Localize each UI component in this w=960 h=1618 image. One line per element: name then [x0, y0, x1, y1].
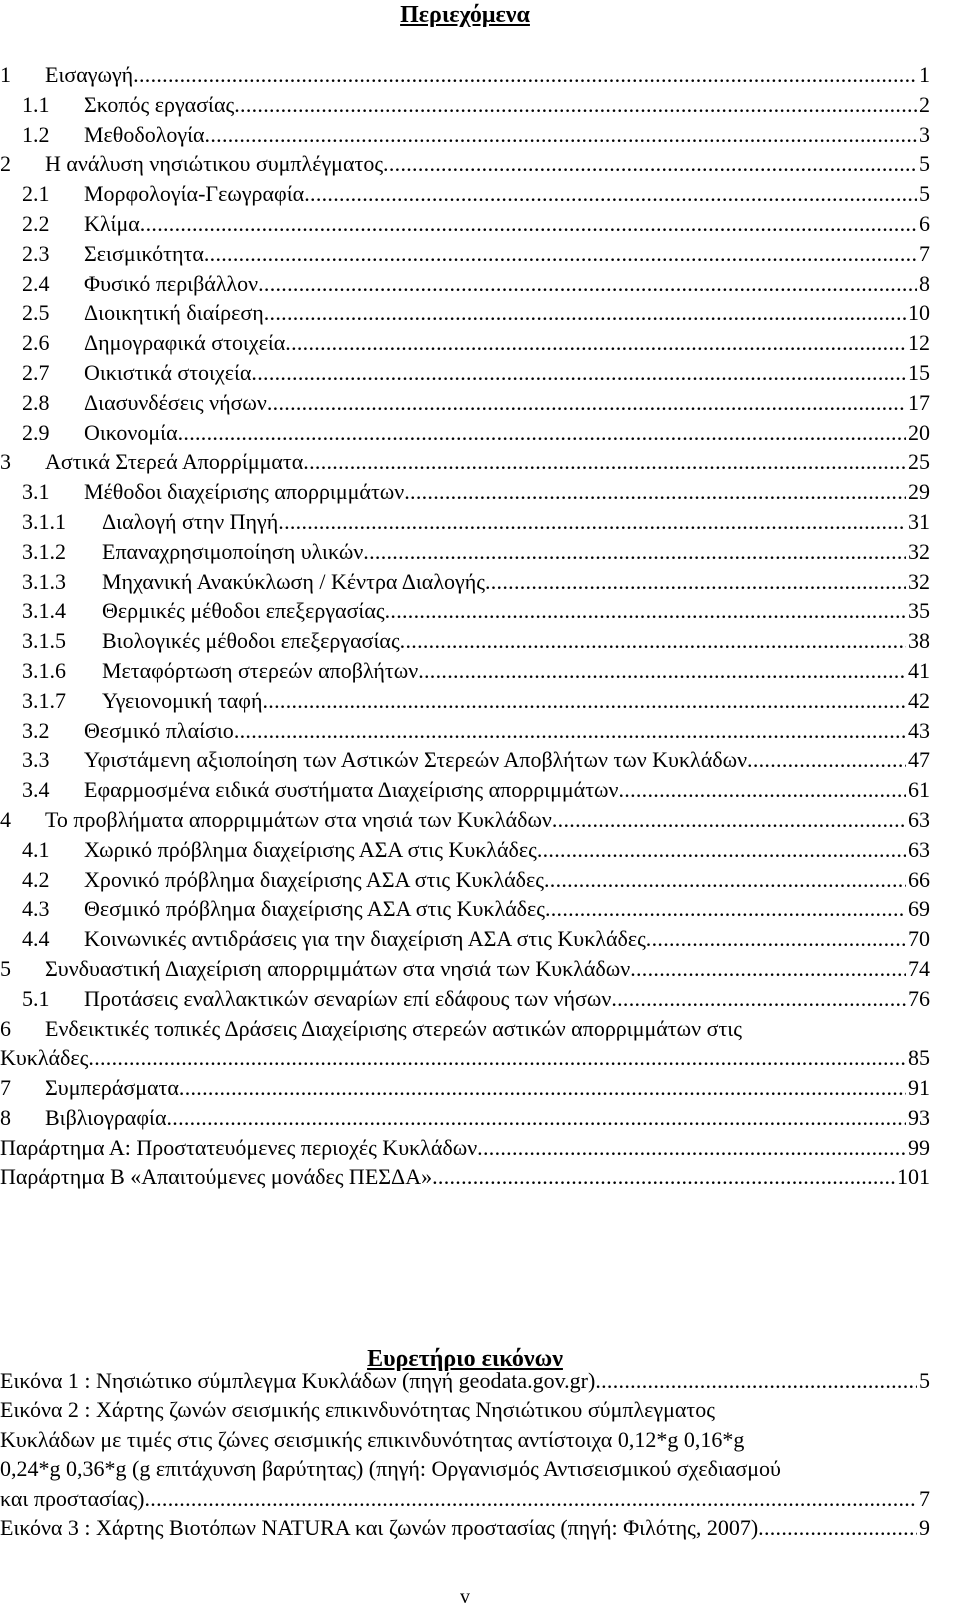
toc-entry-number: 2.7 — [22, 359, 50, 385]
toc-entry-number: 2.3 — [22, 240, 50, 266]
toc-entry[interactable] — [0, 358, 930, 388]
toc-entry[interactable] — [0, 447, 930, 477]
toc-entry-page: 74 — [908, 955, 930, 981]
toc-entry[interactable] — [0, 924, 930, 954]
toc-entry-number: 1.1 — [22, 91, 50, 117]
toc-entry-number: 2.6 — [22, 330, 50, 356]
toc-entry[interactable] — [0, 1103, 930, 1133]
toc-entry-number: 3.1.6 — [22, 657, 66, 683]
dot-leader — [267, 388, 906, 418]
toc-entry-title: Διασυνδέσεις νήσων — [84, 389, 267, 415]
toc-entry[interactable] — [0, 149, 930, 179]
toc-entry[interactable] — [0, 656, 930, 686]
toc-entry-page: 69 — [908, 896, 930, 922]
page-number: v — [460, 1586, 470, 1608]
toc-entry-number: 3.1.2 — [22, 538, 66, 564]
toc-entry-page: 12 — [908, 330, 930, 356]
toc-entry-title: Θεσμικό πλαίσιο — [84, 717, 234, 743]
toc-entry-page: 93 — [908, 1104, 930, 1130]
figure-entry-2-line3[interactable]: 0,24*g 0,36*g (g επιτάχυνση βαρύτητας) (πηγή: Οργανισμός Αντισεισμικού σχεδιασμού — [0, 1456, 781, 1482]
toc-entry-page: 17 — [908, 389, 930, 415]
toc-entry-title: Αστικά Στερεά Απορρίμματα — [45, 449, 304, 475]
toc-entry-page: 91 — [908, 1075, 930, 1101]
toc-entry-number: 3.1 — [22, 479, 50, 505]
dot-leader — [747, 745, 906, 775]
toc-entry-number: 2.2 — [22, 210, 50, 236]
figure-entry-2-line4[interactable] — [0, 1484, 930, 1513]
dot-leader — [363, 537, 906, 567]
dot-leader — [758, 1513, 917, 1542]
toc-entry-page: 99 — [908, 1134, 930, 1160]
dot-leader — [234, 90, 917, 120]
toc-entry[interactable] — [0, 775, 930, 805]
toc-entry[interactable] — [0, 477, 930, 507]
toc-entry-title: Κλίμα — [84, 210, 140, 236]
toc-entry[interactable] — [0, 179, 930, 209]
dot-leader — [477, 1133, 906, 1163]
dot-leader — [258, 269, 917, 299]
toc-entry[interactable] — [0, 596, 930, 626]
figure-entry-title: Εικόνα 1 : Νησιώτικο σύμπλεγμα Κυκλάδων (πηγή geodata.gov.gr) — [0, 1368, 596, 1393]
toc-entry-title: Εισαγωγή — [45, 62, 134, 87]
toc-entry-title: Σεισμικότητα — [84, 240, 204, 266]
figure-entry-1[interactable] — [0, 1366, 930, 1395]
toc-entry[interactable] — [0, 298, 930, 328]
toc-entry-number: 2 — [0, 151, 11, 177]
dot-leader — [552, 805, 906, 835]
figure-entry-page: 7 — [919, 1485, 930, 1511]
toc-entry[interactable] — [0, 269, 930, 299]
dot-leader — [140, 209, 917, 239]
toc-entry-page: 5 — [919, 151, 930, 177]
toc-entry-number: 4.2 — [22, 866, 50, 892]
dot-leader — [485, 567, 906, 597]
toc-entry-number: 1 — [0, 62, 11, 87]
figure-entry-title-continued: και προστασίας) — [0, 1485, 145, 1511]
toc-entry-title: Θεσμικό πρόβλημα διαχείρισης ΑΣΑ στις Κυκλάδες — [84, 896, 545, 922]
toc-entry-title: Χρονικό πρόβλημα διαχείρισης ΑΣΑ στις Κυκλάδες — [84, 866, 544, 892]
figure-entry-page: 5 — [919, 1368, 930, 1393]
dot-leader — [251, 358, 906, 388]
dot-leader — [611, 984, 906, 1014]
toc-entry-title: Η ανάλυση νησιώτικου συμπλέγματος — [45, 151, 384, 177]
toc-entry-title: Επαναχρησιμοποίηση υλικών — [102, 538, 364, 564]
dot-leader — [234, 716, 906, 746]
toc-entry-number: 3.3 — [22, 747, 50, 773]
toc-entry-title-continued: Κυκλάδες — [0, 1045, 89, 1071]
toc-entry-page: 5 — [919, 181, 930, 207]
toc-entry[interactable] — [0, 954, 930, 984]
toc-entry-page: 32 — [908, 538, 930, 564]
toc-entry-number: 3.1.1 — [22, 508, 66, 534]
dot-leader — [205, 120, 917, 150]
toc-entry-6-line2[interactable] — [0, 1043, 930, 1073]
toc-entry-page: 7 — [919, 240, 930, 266]
toc-entry-title: Διοικητική διαίρεση — [84, 300, 264, 326]
toc-entry-title: Συμπεράσματα — [45, 1075, 179, 1101]
toc-entry-page: 3 — [919, 121, 930, 147]
dot-leader — [630, 954, 906, 984]
toc-entry[interactable] — [0, 1162, 930, 1192]
dot-leader — [204, 239, 917, 269]
toc-entry[interactable] — [0, 1133, 930, 1163]
dot-leader — [646, 924, 906, 954]
dot-leader — [418, 656, 906, 686]
toc-entry-page: 76 — [908, 985, 930, 1011]
dot-leader — [166, 1103, 906, 1133]
toc-entry-title: Μέθοδοι διαχείρισης απορριμμάτων — [84, 479, 405, 505]
toc-entry-number: 4 — [0, 806, 11, 832]
toc-entry-number: 5 — [0, 955, 11, 981]
toc-entry-title: Μεθοδολογία — [84, 121, 205, 147]
toc-entry-number: 3.1.5 — [22, 628, 66, 654]
toc-entry-page: 32 — [908, 568, 930, 594]
toc-entry-title: Παράρτημα Β «Απαιτούμενες μονάδες ΠΕΣΔΑ» — [0, 1164, 433, 1190]
toc-entry-number: 4.1 — [22, 836, 50, 862]
toc-entry-page: 63 — [908, 836, 930, 862]
toc-entry[interactable] — [0, 716, 930, 746]
toc-entry-number: 3.1.4 — [22, 598, 66, 624]
toc-entry-title: Υγειονομική ταφή — [102, 687, 263, 713]
toc-entry-page: 35 — [908, 598, 930, 624]
dot-leader — [544, 865, 906, 895]
toc-entry[interactable] — [0, 90, 930, 120]
toc-entry-title: Παράρτημα Α: Προστατευόμενες περιοχές Κυκλάδων — [0, 1134, 478, 1160]
toc-entry-number: 8 — [0, 1104, 11, 1130]
dot-leader — [303, 447, 906, 477]
toc-entry[interactable] — [0, 328, 930, 358]
dot-leader — [404, 477, 906, 507]
toc-entry-page: 61 — [908, 777, 930, 803]
toc-entry-title: Οικιστικά στοιχεία — [84, 359, 252, 385]
toc-entry-number: 3.1.3 — [22, 568, 66, 594]
toc-entry[interactable] — [0, 507, 930, 537]
figure-entry-2-line1[interactable]: Εικόνα 2 : Χάρτης ζωνών σεισμικής επικινδυνότητας Νησιώτικου σύμπλεγματος — [0, 1397, 715, 1423]
toc-entry[interactable] — [0, 567, 930, 597]
toc-entry-title: Κοινωνικές αντιδράσεις για την διαχείριση ΑΣΑ στις Κυκλάδες — [84, 926, 646, 952]
table-of-contents — [0, 60, 930, 1192]
figure-entry-3[interactable] — [0, 1513, 930, 1542]
toc-entry[interactable] — [0, 120, 930, 150]
toc-entry[interactable] — [0, 686, 930, 716]
toc-entry-title: Βιβλιογραφία — [45, 1104, 167, 1130]
toc-entry-page: 43 — [908, 717, 930, 743]
toc-entry-title: Το προβλήματα απορριμμάτων στα νησιά των Κυκλάδων — [45, 806, 552, 832]
dot-leader — [179, 1073, 906, 1103]
toc-entry-title: Βιολογικές μέθοδοι επεξεργασίας — [102, 628, 400, 654]
dot-leader — [432, 1162, 895, 1192]
dot-leader — [145, 1484, 918, 1513]
dot-leader — [178, 418, 906, 448]
toc-entry-title: Δημογραφικά στοιχεία — [84, 330, 286, 356]
toc-entry-page: 63 — [908, 806, 930, 832]
dot-leader — [88, 1043, 906, 1073]
toc-entry-page: 25 — [908, 449, 930, 475]
toc-entry-page: 42 — [908, 687, 930, 713]
dot-leader — [263, 686, 907, 716]
toc-entry[interactable] — [0, 537, 930, 567]
toc-entry[interactable] — [0, 626, 930, 656]
dot-leader — [383, 149, 917, 179]
toc-entry-page: 38 — [908, 628, 930, 654]
dot-leader — [545, 894, 906, 924]
figure-entry-page: 9 — [919, 1514, 930, 1540]
toc-entry-page: 41 — [908, 657, 930, 683]
toc-entry-title: Διαλογή στην Πηγή — [102, 508, 279, 534]
toc-entry-title: Μεταφόρτωση στερεών αποβλήτων — [102, 657, 419, 683]
toc-entry[interactable] — [0, 894, 930, 924]
toc-entry-number: 2.1 — [22, 181, 50, 207]
dot-leader — [264, 298, 906, 328]
figure-index — [0, 1366, 930, 1542]
toc-entry-title: Εφαρμοσμένα ειδικά συστήματα Διαχείρισης απορριμμάτων — [84, 777, 619, 803]
toc-entry[interactable] — [0, 239, 930, 269]
toc-entry-number: 3 — [0, 449, 11, 475]
toc-entry-page: 29 — [908, 479, 930, 505]
dot-leader — [304, 179, 917, 209]
toc-entry-page: 85 — [908, 1045, 930, 1071]
dot-leader — [537, 835, 906, 865]
toc-entry[interactable] — [0, 388, 930, 418]
toc-heading: Περιεχόμενα — [400, 2, 530, 28]
toc-entry-page: 20 — [908, 419, 930, 445]
toc-entry[interactable] — [0, 835, 930, 865]
dot-leader — [400, 626, 906, 656]
toc-entry-title: Συνδυαστική Διαχείριση απορριμμάτων στα νησιά των Κυκλάδων — [45, 955, 631, 981]
figure-entry-title: Εικόνα 3 : Χάρτης Βιοτόπων NATURA και ζωνών προστασίας (πηγή: Φιλότης, 2007) — [0, 1514, 759, 1540]
toc-entry-number: 2.8 — [22, 389, 50, 415]
toc-entry[interactable] — [0, 984, 930, 1014]
dot-leader — [595, 1366, 917, 1395]
toc-entry-number: 2.5 — [22, 300, 50, 326]
toc-entry-title: Οικονομία — [84, 419, 178, 445]
toc-entry-number: 2.9 — [22, 419, 50, 445]
toc-entry-page: 66 — [908, 866, 930, 892]
toc-entry-page: 6 — [919, 210, 930, 236]
toc-entry-6-line1[interactable] — [0, 1014, 930, 1044]
toc-entry-number: 5.1 — [22, 985, 50, 1011]
toc-entry-page: 1 — [919, 62, 930, 87]
toc-entry[interactable] — [0, 865, 930, 895]
toc-entry-title: Μορφολογία-Γεωγραφία — [84, 181, 305, 207]
toc-entry-number: 4.4 — [22, 926, 50, 952]
toc-entry-title: Θερμικές μέθοδοι επεξεργασίας — [102, 598, 385, 624]
toc-entry-number: 6 — [0, 1015, 11, 1041]
toc-entry-title: Ενδεικτικές τοπικές Δράσεις Διαχείρισης στερεών αστικών απορριμμάτων στις — [45, 1015, 742, 1041]
toc-entry-number: 3.1.7 — [22, 687, 66, 713]
toc-entry-page: 31 — [908, 508, 930, 534]
toc-entry[interactable] — [0, 60, 930, 90]
toc-entry-page: 101 — [897, 1164, 930, 1190]
toc-entry-number: 7 — [0, 1075, 11, 1101]
toc-entry-page: 47 — [908, 747, 930, 773]
dot-leader — [133, 60, 917, 90]
toc-entry-number: 3.2 — [22, 717, 50, 743]
toc-entry-number: 1.2 — [22, 121, 50, 147]
toc-entry-title: Χωρικό πρόβλημα διαχείρισης ΑΣΑ στις Κυκλάδες — [84, 836, 537, 862]
figure-index-heading: Ευρετήριο εικόνων — [367, 1346, 563, 1372]
toc-entry-number: 4.3 — [22, 896, 50, 922]
toc-entry-title: Φυσικό περιβάλλον — [84, 270, 259, 296]
toc-entry-page: 10 — [908, 300, 930, 326]
toc-entry-title: Μηχανική Ανακύκλωση / Κέντρα Διαλογής — [102, 568, 485, 594]
toc-entry[interactable] — [0, 805, 930, 835]
toc-entry-number: 2.4 — [22, 270, 50, 296]
dot-leader — [278, 507, 906, 537]
toc-entry-number: 3.4 — [22, 777, 50, 803]
toc-entry[interactable] — [0, 418, 930, 448]
toc-entry[interactable] — [0, 1073, 930, 1103]
toc-entry[interactable] — [0, 745, 930, 775]
toc-entry-title: Σκοπός εργασίας — [84, 91, 235, 117]
toc-entry-page: 2 — [919, 91, 930, 117]
dot-leader — [385, 596, 906, 626]
toc-entry[interactable] — [0, 209, 930, 239]
toc-entry-title: Υφιστάμενη αξιοποίηση των Αστικών Στερεών Αποβλήτων των Κυκλάδων — [84, 747, 748, 773]
toc-entry-page: 70 — [908, 926, 930, 952]
dot-leader — [285, 328, 906, 358]
dot-leader — [618, 775, 906, 805]
figure-entry-2-line2[interactable]: Κυκλάδων με τιμές στις ζώνες σεισμικής επικινδυνότητας αντίστοιχα 0,12*g 0,16*g — [0, 1426, 745, 1452]
toc-entry-page: 8 — [919, 270, 930, 296]
toc-entry-page: 15 — [908, 359, 930, 385]
toc-entry-title: Προτάσεις εναλλακτικών σεναρίων επί εδάφους των νήσων — [84, 985, 612, 1011]
